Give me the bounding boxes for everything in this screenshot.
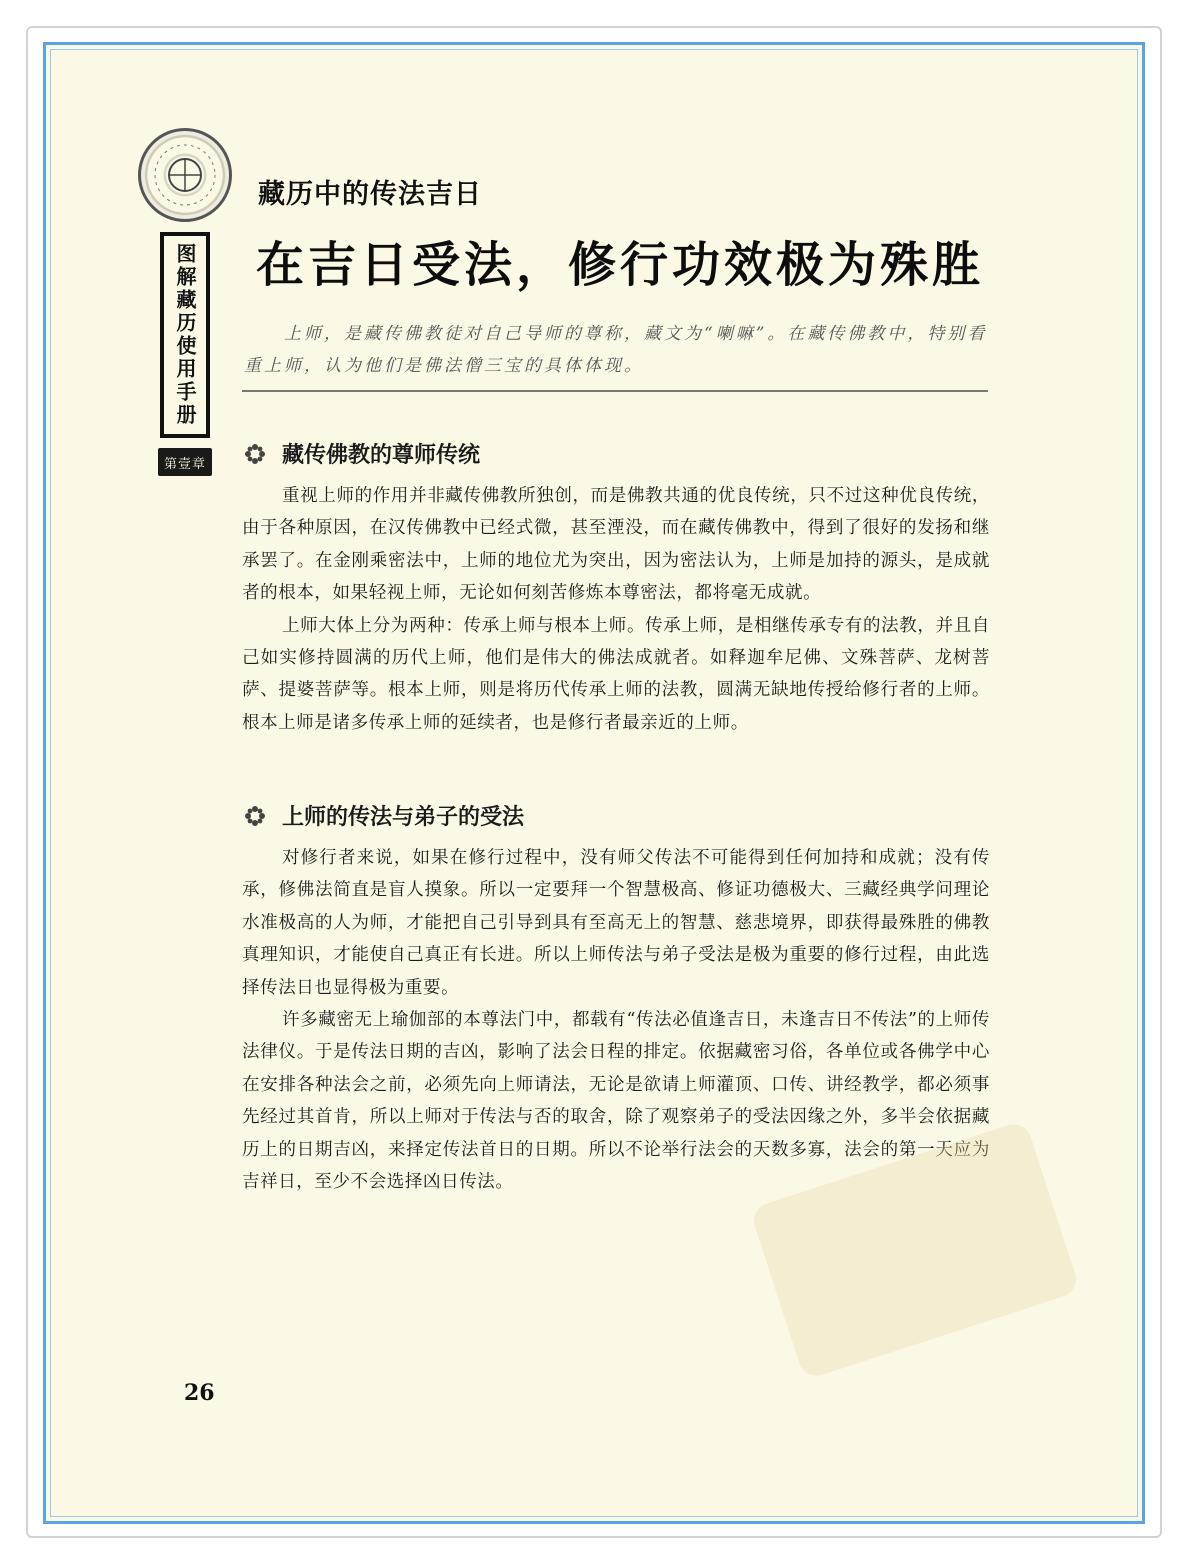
section-kicker: 藏历中的传法吉日 [258,179,482,210]
intro-text: 上师，是藏传佛教徒对自己导师的尊称，藏文为“喇嘛”。在藏传佛教中，特别看重上师，认为他们是佛法僧三宝的具体体现。 [244,324,988,376]
paragraph: 许多藏密无上瑜伽部的本尊法门中，都载有“传法必值逢吉日，未逢吉日不传法”的上师传法律仪。于是传法日期的吉凶，影响了法会日程的排定。依据藏密习俗，各单位或各佛学中心在安排各种法会之前，必须先向上师请法，无论是欲请上师灌顶、口传、讲经教学，都必须事先经过其首肯，所以上师对于传法与否的取舍，除了观察弟子的受法因缘之外，多半会依据藏历上的日期吉凶，来择定传法首日的日期。所以不论举行法会的天数多寡，法会的第一天应为吉祥日，至少不会选择凶日传法。 [242,1010,990,1193]
paragraph: 上师大体上分为两种：传承上师与根本上师。传承上师，是相继传承专有的法教，并且自己如实修持圆满的历代上师，他们是伟大的佛法成就者。如释迦牟尼佛、文殊菩萨、龙树菩萨、提婆菩萨等。根本上师，则是将历代传承上师的法教，圆满无缺地传授给修行者的上师。根本上师是诸多传承上师的延续者，也是修行者最亲近的上师。 [242,615,990,733]
section-body-2 [242,842,990,1198]
calendar-wheel-icon [138,128,232,222]
flower-icon [244,443,266,465]
page-title: 在吉日受法，修行功效极为殊胜 [256,237,985,293]
side-tab [160,232,210,438]
page-number: 26 [184,1380,215,1406]
section-heading-1 [244,438,480,469]
book-title: 图解藏历使用手册 [173,243,197,427]
section-heading-2 [244,800,524,831]
divider [242,390,988,392]
section-heading-label: 上师的传法与弟子的受法 [282,805,525,830]
section-body-1 [242,480,990,739]
paragraph: 重视上师的作用并非藏传佛教所独创，而是佛教共通的优良传统，只不过这种优良传统，由于各种原因，在汉传佛教中已经式微，甚至湮没，而在藏传佛教中，得到了很好的发扬和继承罢了。在金刚乘密法中，上师的地位尤为突出，因为密法认为，上师是加持的源头，是成就者的根本，如果轻视上师，无论如何刻苦修炼本尊密法，都将毫无成就。 [242,486,990,604]
chapter-label: 第壹章 [158,448,212,476]
section-heading-label: 藏传佛教的尊师传统 [282,443,481,468]
paragraph: 对修行者来说，如果在修行过程中，没有师父传法不可能得到任何加持和成就；没有传承，修佛法简直是盲人摸象。所以一定要拜一个智慧极高、修证功德极大、三藏经典学问理论水准极高的人为师，才能把自己引导到具有至高无上的智慧、慈悲境界，即获得最殊胜的佛教真理知识，才能使自己真正有长进。所以上师传法与弟子受法是极为重要的修行过程，由此选择传法日也显得极为重要。 [242,848,990,998]
flower-icon [244,805,266,827]
